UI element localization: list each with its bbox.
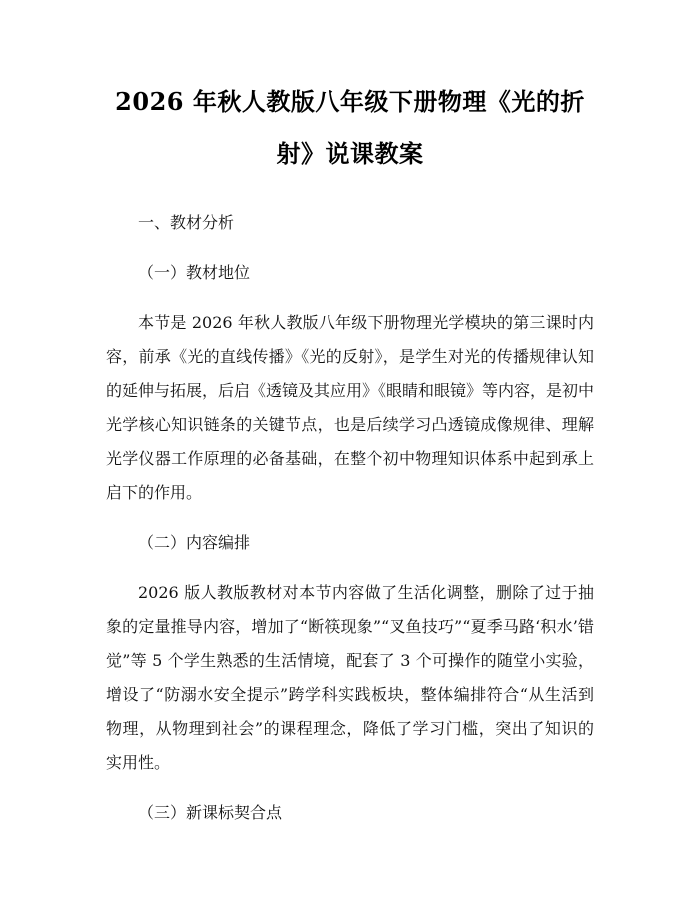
document-title: 2026 年秋人教版八年级下册物理《光的折射》说课教案 (115, 87, 585, 168)
subsection-heading-curriculum-alignment: （三）新课标契合点 (138, 803, 283, 822)
subsection-heading-textbook-position: （一）教材地位 (138, 263, 251, 282)
paragraph-textbook-position: 本节是 2026 年秋人教版八年级下册物理光学模块的第三课时内容，前承《光的直线传播》《光的反射》，是学生对光的传播规律认知的延伸与拓展，后启《透镜及其应用》《眼睛和眼镜》等内容，是初中光学核心知识链条的关键节点，也是后续学习凸透镜成像规律、理解光学仪器工作原理的必备基础，在整个初中物理知识体系中起到承上启下的作用。 (106, 313, 595, 502)
section-heading-textbook-analysis: 一、教材分析 (138, 213, 235, 232)
subsection-heading-content-arrangement: （二）内容编排 (138, 533, 251, 552)
paragraph-content-arrangement: 2026 版人教版教材对本节内容做了生活化调整，删除了过于抽象的定量推导内容，增加了“断筷现象”“叉鱼技巧”“夏季马路‘积水’错觉”等 5 个学生熟悉的生活情境，配套了 3 个可操作的随堂小实验，增设了“防溺水安全提示”跨学科实践板块，整体编排符合“从生活到物理，从物理到社会”的课程理念，降低了学习门槛，突出了知识的实用性。 (106, 583, 594, 772)
